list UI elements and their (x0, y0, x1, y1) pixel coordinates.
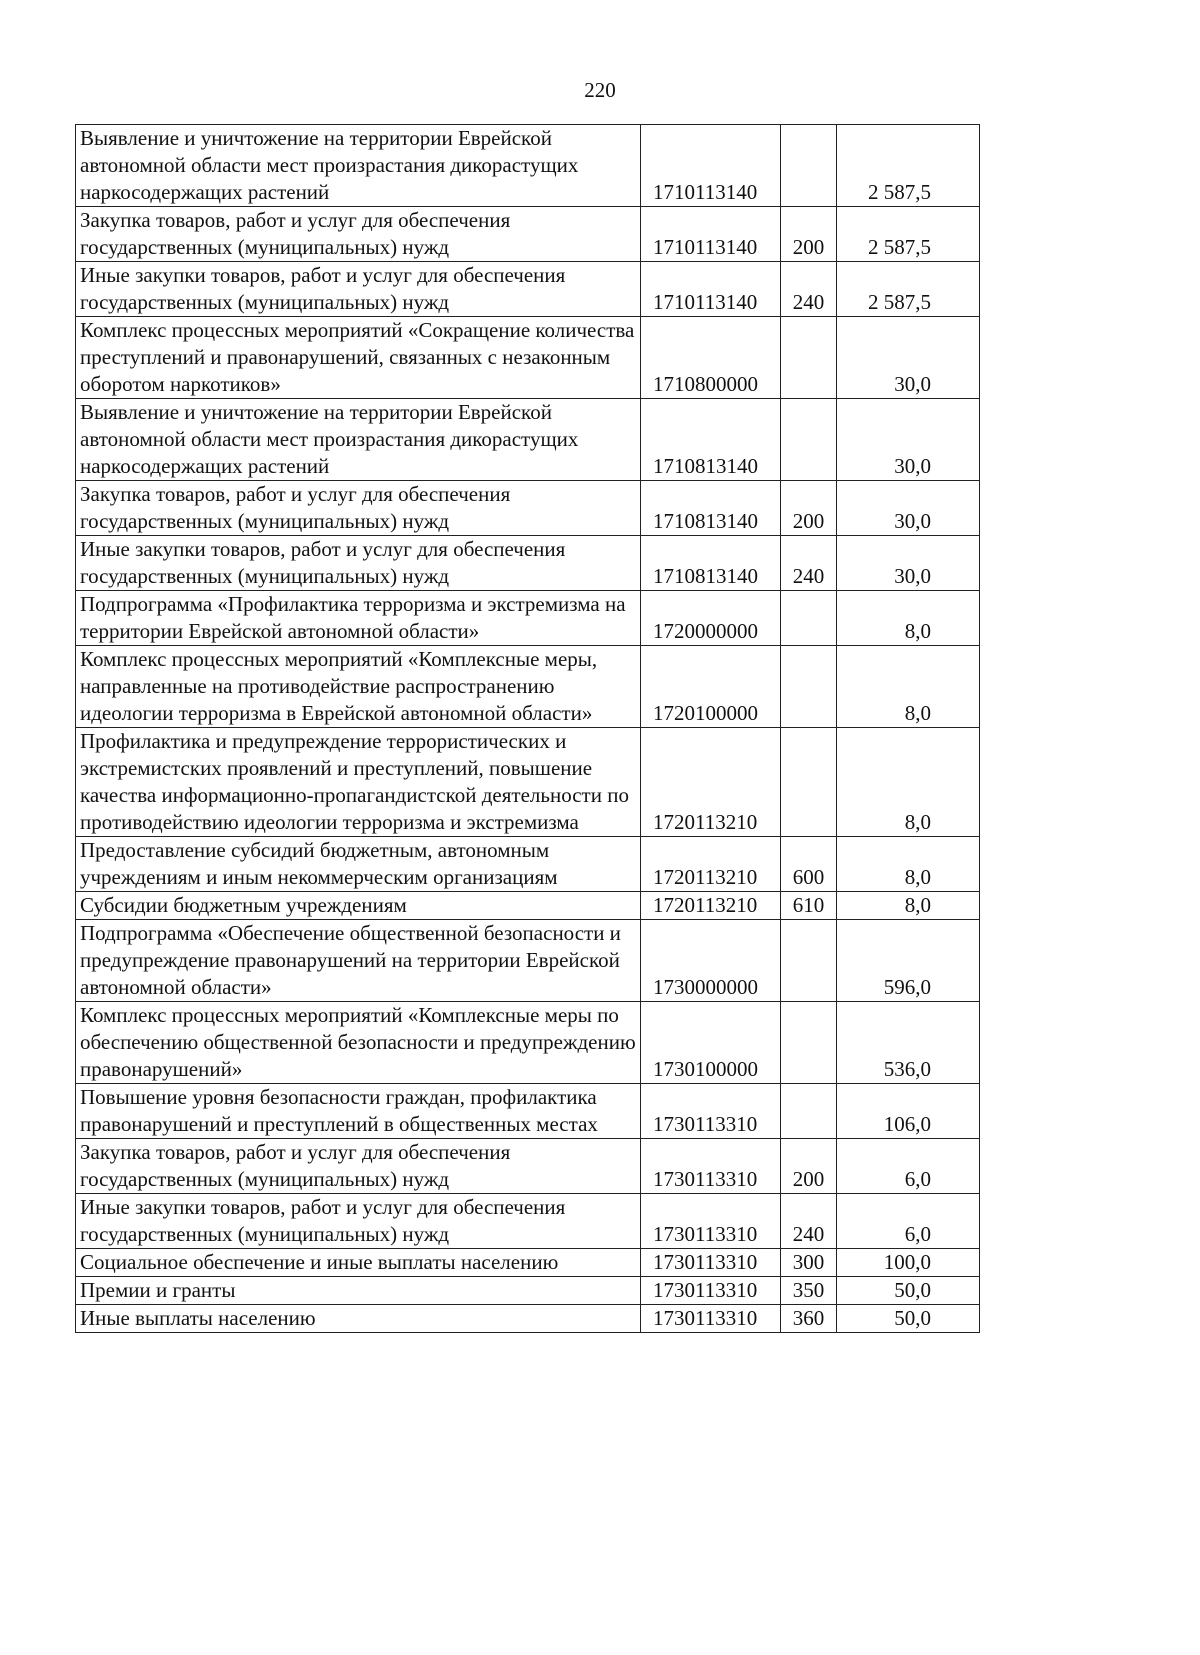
row-vr-cell: 350 (781, 1277, 837, 1305)
row-name-cell: Комплекс процессных мероприятий «Комплексные меры по обеспечению общественной безопасности и предупреждению правонарушений» (76, 1002, 641, 1084)
row-name-cell: Подпрограмма «Обеспечение общественной безопасности и предупреждение правонарушений на территории Еврейской автономной области» (76, 920, 641, 1002)
row-csr-cell: 1730000000 (641, 920, 781, 1002)
row-sum-cell: 106,0 (837, 1084, 980, 1139)
table-row (76, 399, 980, 481)
row-sum-cell: 6,0 (837, 1139, 980, 1194)
row-csr-cell: 1720113210 (641, 892, 781, 920)
row-sum-cell: 2 587,5 (837, 262, 980, 317)
table-row (76, 262, 980, 317)
row-vr-cell: 200 (781, 207, 837, 262)
row-vr-cell: 240 (781, 536, 837, 591)
row-vr-cell: 360 (781, 1305, 837, 1333)
table-row (76, 125, 980, 207)
row-csr-cell: 1710800000 (641, 317, 781, 399)
row-name-cell: Профилактика и предупреждение террористических и экстремистских проявлений и преступлений, повышение качества информационно-пропагандистской деятельности по противодействию идеологии терроризма и экстремизма (76, 728, 641, 837)
table-row (76, 920, 980, 1002)
row-vr-cell: 300 (781, 1249, 837, 1277)
row-name-cell: Иные выплаты населению (76, 1305, 641, 1333)
row-sum-cell: 30,0 (837, 536, 980, 591)
row-sum-cell: 8,0 (837, 728, 980, 837)
table-row (76, 207, 980, 262)
row-csr-cell: 1730113310 (641, 1139, 781, 1194)
row-sum-cell: 8,0 (837, 837, 980, 892)
row-csr-cell: 1720000000 (641, 591, 781, 646)
table-row (76, 1002, 980, 1084)
row-csr-cell: 1720100000 (641, 646, 781, 728)
row-sum-cell: 536,0 (837, 1002, 980, 1084)
budget-table (75, 124, 980, 1333)
row-csr-cell: 1710813140 (641, 536, 781, 591)
row-sum-cell: 30,0 (837, 399, 980, 481)
row-vr-cell: 240 (781, 1194, 837, 1249)
row-sum-cell: 8,0 (837, 591, 980, 646)
row-name-cell: Иные закупки товаров, работ и услуг для обеспечения государственных (муниципальных) нужд (76, 536, 641, 591)
row-csr-cell: 1730113310 (641, 1194, 781, 1249)
table-row (76, 591, 980, 646)
row-name-cell: Комплекс процессных мероприятий «Комплексные меры, направленные на противодействие распространению идеологии терроризма в Еврейской автономной области» (76, 646, 641, 728)
row-sum-cell: 8,0 (837, 646, 980, 728)
row-name-cell: Выявление и уничтожение на территории Еврейской автономной области мест произрастания дикорастущих наркосодержащих растений (76, 125, 641, 207)
row-csr-cell: 1720113210 (641, 728, 781, 837)
row-vr-cell: 610 (781, 892, 837, 920)
row-vr-cell: 200 (781, 1139, 837, 1194)
table-row (76, 1305, 980, 1333)
table-row (76, 837, 980, 892)
row-name-cell: Закупка товаров, работ и услуг для обеспечения государственных (муниципальных) нужд (76, 207, 641, 262)
row-csr-cell: 1730113310 (641, 1277, 781, 1305)
row-sum-cell: 2 587,5 (837, 207, 980, 262)
row-csr-cell: 1710113140 (641, 262, 781, 317)
row-name-cell: Комплекс процессных мероприятий «Сокращение количества преступлений и правонарушений, связанных с незаконным оборотом наркотиков» (76, 317, 641, 399)
row-csr-cell: 1730113310 (641, 1305, 781, 1333)
row-csr-cell: 1730113310 (641, 1249, 781, 1277)
row-vr-cell (781, 1002, 837, 1084)
table-row (76, 1194, 980, 1249)
row-csr-cell: 1710813140 (641, 481, 781, 536)
row-name-cell: Выявление и уничтожение на территории Еврейской автономной области мест произрастания дикорастущих наркосодержащих растений (76, 399, 641, 481)
row-sum-cell: 50,0 (837, 1277, 980, 1305)
table-row (76, 646, 980, 728)
row-sum-cell: 596,0 (837, 920, 980, 1002)
row-sum-cell: 6,0 (837, 1194, 980, 1249)
row-csr-cell: 1710813140 (641, 399, 781, 481)
table-row (76, 1277, 980, 1305)
row-name-cell: Подпрограмма «Профилактика терроризма и экстремизма на территории Еврейской автономной области» (76, 591, 641, 646)
row-vr-cell (781, 399, 837, 481)
row-name-cell: Социальное обеспечение и иные выплаты населению (76, 1249, 641, 1277)
row-name-cell: Предоставление субсидий бюджетным, автономным учреждениям и иным некоммерческим организациям (76, 837, 641, 892)
page-number: 220 (584, 78, 616, 102)
table-row (76, 481, 980, 536)
row-vr-cell: 600 (781, 837, 837, 892)
row-vr-cell (781, 1084, 837, 1139)
row-vr-cell (781, 646, 837, 728)
row-vr-cell (781, 317, 837, 399)
row-vr-cell (781, 728, 837, 837)
row-name-cell: Закупка товаров, работ и услуг для обеспечения государственных (муниципальных) нужд (76, 481, 641, 536)
row-sum-cell: 100,0 (837, 1249, 980, 1277)
row-name-cell: Субсидии бюджетным учреждениям (76, 892, 641, 920)
row-vr-cell (781, 920, 837, 1002)
row-csr-cell: 1720113210 (641, 837, 781, 892)
row-csr-cell: 1730113310 (641, 1084, 781, 1139)
row-name-cell: Повышение уровня безопасности граждан, профилактика правонарушений и преступлений в общественных местах (76, 1084, 641, 1139)
table-row (76, 892, 980, 920)
row-sum-cell: 50,0 (837, 1305, 980, 1333)
row-name-cell: Иные закупки товаров, работ и услуг для обеспечения государственных (муниципальных) нужд (76, 1194, 641, 1249)
row-vr-cell: 240 (781, 262, 837, 317)
row-csr-cell: 1710113140 (641, 125, 781, 207)
row-sum-cell: 30,0 (837, 317, 980, 399)
table-body (76, 125, 980, 1333)
row-name-cell: Иные закупки товаров, работ и услуг для обеспечения государственных (муниципальных) нужд (76, 262, 641, 317)
row-csr-cell: 1730100000 (641, 1002, 781, 1084)
table-row (76, 728, 980, 837)
row-sum-cell: 30,0 (837, 481, 980, 536)
row-sum-cell: 8,0 (837, 892, 980, 920)
row-vr-cell: 200 (781, 481, 837, 536)
table-row (76, 536, 980, 591)
table-row (76, 1084, 980, 1139)
row-name-cell: Закупка товаров, работ и услуг для обеспечения государственных (муниципальных) нужд (76, 1139, 641, 1194)
row-csr-cell: 1710113140 (641, 207, 781, 262)
table-row (76, 317, 980, 399)
row-vr-cell (781, 591, 837, 646)
row-sum-cell: 2 587,5 (837, 125, 980, 207)
row-vr-cell (781, 125, 837, 207)
table-row (76, 1139, 980, 1194)
table-row (76, 1249, 980, 1277)
row-name-cell: Премии и гранты (76, 1277, 641, 1305)
